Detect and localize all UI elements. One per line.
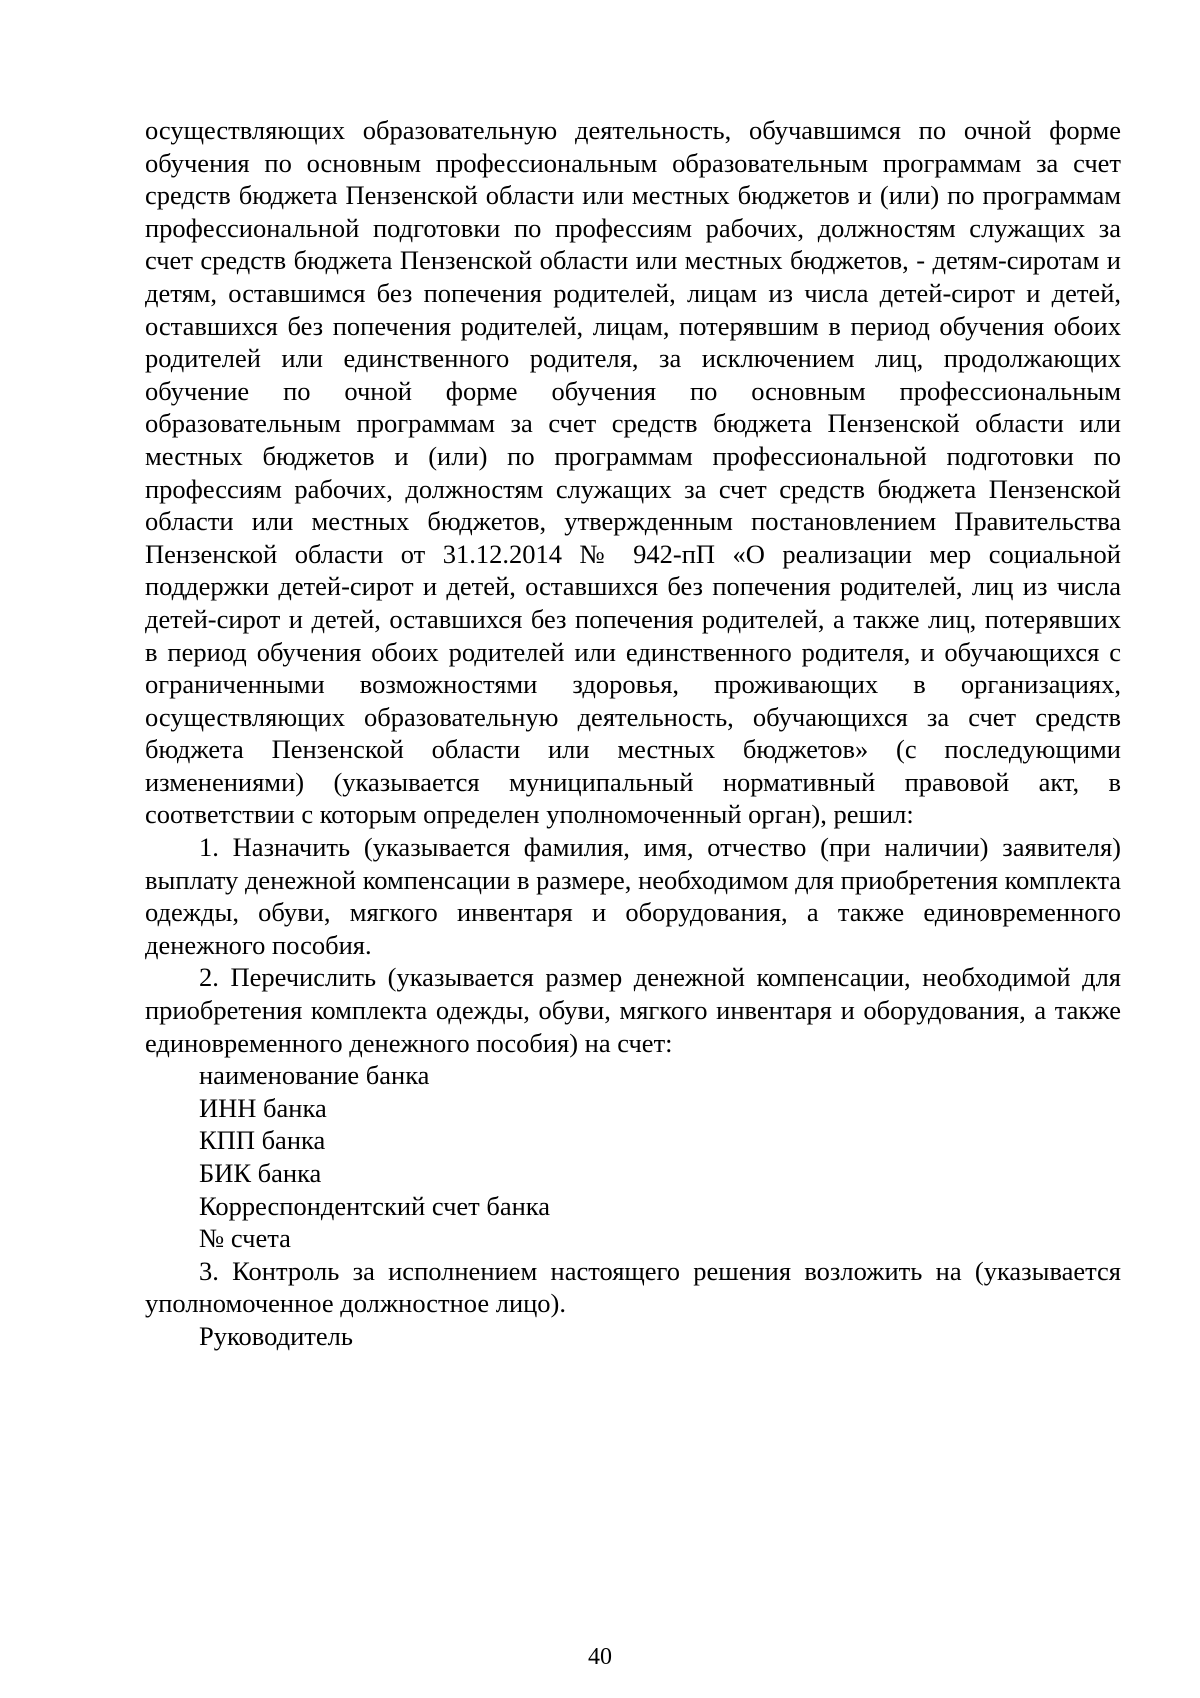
paragraph-item-3: 3. Контроль за исполнением настоящего решения возложить на (указывается уполномоченное должностное лицо). [145,1255,1121,1319]
bank-field-name: наименование банка [199,1060,430,1091]
bank-field-kpp: КПП банка [199,1125,326,1156]
bank-field-bik: БИК банка [199,1158,322,1188]
paragraph-intro: осуществляющих образовательную деятельность, обучавшимся по очной форме обучения по основным профессиональным образовательным программам за счет средств бюджета Пензенской области или местных бюджетов и (или) по программам профессиональной подготовки по профессиям рабочих, должностям служащих за счет средств бюджета Пензенской области или местных бюджетов, - детям-сиротам и детям, оставшимся без попечения родителей, лицам из числа детей-сирот и детей, оставшихся без попечения родителей, лицам, потерявшим в период обучения обоих родителей или единственного родителя, за исключением лиц, продолжающих обучение по очной форме обучения по основным профессиональным образовательным программам за счет средств бюджета Пензенской области или местных бюджетов и (или) по программам профессиональной подготовки по профессиям рабочих, должностям служащих за счет средств бюджета Пензенской области или местных бюджетов, утвержденным постановлением Правительства Пензенской области от 31.12.2014 № 942-пП «О реализации мер социальной поддержки детей-сирот и детей, оставшихся без попечения родителей, лиц из числа детей-сирот и детей, оставшихся без попечения родителей, а также лиц, потерявших в период обучения обоих родителей или единственного родителя, и обучающихся с ограниченными возможностями здоровья, проживающих в организациях, осуществляющих образовательную деятельность, обучающихся за счет средств бюджета Пензенской области или местных бюджетов» (с последующими изменениями) (указывается муниципальный нормативный правовой акт, в соответствии с которым определен уполномоченный орган), решил: [145,115,1121,830]
bank-field-corr-account: Корреспондентский счет банка [199,1190,551,1221]
bank-field-account-number: № счета [199,1223,291,1254]
bank-field-inn: ИНН банка [199,1092,327,1123]
page-number: 40 [588,1644,612,1670]
paragraph-item-1: 1. Назначить (указывается фамилия, имя, отчество (при наличии) заявителя) выплату денежной компенсации в размере, необходимом для приобретения комплекта одежды, обуви, мягкого инвентаря и оборудования, а также единовременного денежного пособия. [145,832,1121,960]
document-body [145,114,1121,1353]
paragraph-item-2: 2. Перечислить (указывается размер денежной компенсации, необходимой для приобретения комплекта одежды, обуви, мягкого инвентаря и оборудования, а также единовременного денежного пособия) на счет: [145,962,1121,1058]
signature-label: Руководитель [199,1320,353,1351]
